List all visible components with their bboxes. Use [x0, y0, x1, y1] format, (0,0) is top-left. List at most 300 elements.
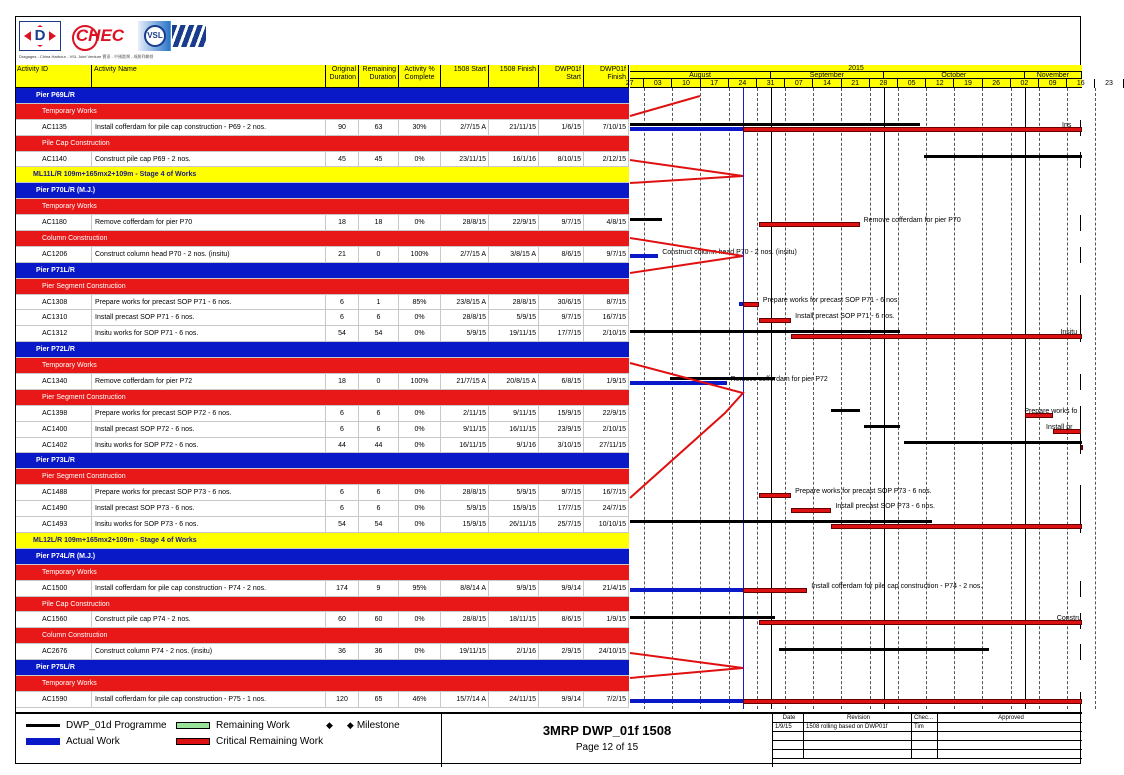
cell-od: 44 [326, 438, 359, 453]
cell-name: Construct pile cap P69 - 2 nos. [92, 152, 326, 167]
cell-rd: 6 [359, 485, 399, 500]
cell-s1508: 15/7/14 A [441, 692, 489, 707]
wbs-band-red[interactable] [16, 104, 629, 120]
timeline-header [625, 65, 1113, 88]
timeline-day: 24 [729, 79, 757, 88]
cell-id: AC1490 [16, 501, 92, 516]
cell-rd: 63 [359, 120, 399, 135]
table-row[interactable] [16, 422, 629, 438]
wbs-label: ML11L/R 109m+165mx2+109m - Stage 4 of Works [33, 171, 197, 179]
cell-rd: 6 [359, 310, 399, 325]
cell-f1508: 28/8/15 [489, 295, 539, 310]
milestone-icon: ◆ [326, 720, 333, 730]
cell-fdwp: 2/10/15 [584, 422, 629, 437]
cell-s1508: 2/7/15 A [441, 247, 489, 262]
cell-od: 18 [326, 215, 359, 230]
cell-id: AC2676 [16, 644, 92, 659]
wbs-band-red[interactable] [16, 136, 629, 152]
dependency-line [630, 238, 743, 273]
cell-fdwp: 27/11/15 [584, 438, 629, 453]
cell-sdwp: 9/9/14 [539, 692, 584, 707]
cell-id: AC1500 [16, 581, 92, 596]
cell-rd: 18 [359, 215, 399, 230]
timeline-day: 23 [1095, 79, 1123, 88]
cell-name: Install precast SOP P72 - 6 nos. [92, 422, 326, 437]
legend-actual: Actual Work [26, 736, 120, 747]
cell-name: Remove cofferdam for pier P72 [92, 374, 326, 389]
logo-area [16, 17, 216, 65]
dependency-line [630, 96, 743, 183]
activity-table [16, 88, 629, 708]
timeline-day: 28 [870, 79, 898, 88]
cell-sdwp: 23/9/15 [539, 422, 584, 437]
cell-name: Construct column P74 - 2 nos. (insitu) [92, 644, 326, 659]
cell-f1508: 24/11/15 [489, 692, 539, 707]
cell-rd: 1 [359, 295, 399, 310]
wbs-label: Column Construction [42, 235, 108, 243]
cell-f1508: 3/8/15 A [489, 247, 539, 262]
cell-f1508: 5/9/15 [489, 485, 539, 500]
cell-pc: 0% [399, 422, 441, 437]
cell-fdwp: 16/7/15 [584, 485, 629, 500]
dependency-links [630, 88, 1082, 709]
cell-id: AC1312 [16, 326, 92, 341]
cell-name: Prepare works for precast SOP P72 - 6 nos. [92, 406, 326, 421]
cell-fdwp: 1/9/15 [584, 374, 629, 389]
cell-pc: 46% [399, 692, 441, 707]
wbs-band-blue[interactable] [16, 660, 629, 676]
col-1508-start[interactable]: 1508 Start [441, 65, 489, 87]
table-row[interactable] [16, 692, 629, 708]
cell-pc: 100% [399, 374, 441, 389]
cell-id: AC1493 [16, 517, 92, 532]
timeline-day: 12 [926, 79, 954, 88]
bar-label: Ins [1062, 121, 1072, 129]
cell-od: 6 [326, 310, 359, 325]
cell-rd: 0 [359, 247, 399, 262]
bar-label: Prepare works fo [1024, 408, 1078, 415]
cell-f1508: 9/9/15 [489, 581, 539, 596]
table-row[interactable] [16, 517, 629, 533]
vsl-logo: VSL [138, 21, 210, 51]
cell-s1508: 19/11/15 [441, 644, 489, 659]
table-row[interactable] [16, 152, 629, 168]
wbs-band-blue[interactable] [16, 453, 629, 469]
wbs-band-blue[interactable] [16, 183, 629, 199]
timeline-year: 2015 [630, 65, 1082, 72]
cell-f1508: 16/1/16 [489, 152, 539, 167]
cell-id: AC1308 [16, 295, 92, 310]
table-row[interactable] [16, 406, 629, 422]
cell-f1508: 16/11/15 [489, 422, 539, 437]
table-row[interactable] [16, 326, 629, 342]
cell-pc: 30% [399, 120, 441, 135]
timeline-month: October [884, 72, 1025, 79]
cell-s1508: 2/11/15 [441, 406, 489, 421]
cell-rd: 54 [359, 326, 399, 341]
timeline-day: 19 [954, 79, 982, 88]
cell-fdwp: 1/9/15 [584, 612, 629, 627]
cell-pc: 85% [399, 295, 441, 310]
cell-f1508: 19/11/15 [489, 326, 539, 341]
timeline-day: 09 [1039, 79, 1067, 88]
cell-fdwp: 24/10/15 [584, 644, 629, 659]
page-number: Page 12 of 15 [575, 742, 639, 753]
title-block [441, 714, 773, 767]
cell-sdwp: 3/10/15 [539, 438, 584, 453]
grid-line [1095, 88, 1096, 709]
table-row[interactable] [16, 215, 629, 231]
wbs-band-red[interactable] [16, 199, 629, 215]
timeline-day: 16 [1067, 79, 1095, 88]
cell-s1508: 5/9/15 [441, 501, 489, 516]
cell-fdwp: 2/12/15 [584, 152, 629, 167]
cell-f1508: 26/11/15 [489, 517, 539, 532]
gantt-chart [630, 88, 1082, 709]
cell-od: 6 [326, 422, 359, 437]
cell-od: 6 [326, 295, 359, 310]
cell-sdwp: 8/10/15 [539, 152, 584, 167]
col-percent-complete[interactable]: Activity % Complete [399, 65, 441, 87]
cell-rd: 54 [359, 517, 399, 532]
cell-name: Prepare works for precast SOP P71 - 6 nos. [92, 295, 326, 310]
wbs-label: Temporary Works [42, 568, 97, 576]
wbs-band-red[interactable] [16, 469, 629, 485]
timeline-day: 02 [1011, 79, 1039, 88]
cell-fdwp: 9/7/15 [584, 247, 629, 262]
bar-label: Constru [1056, 614, 1082, 622]
table-row[interactable] [16, 247, 629, 263]
wbs-label: Temporary Works [42, 203, 97, 211]
bar-label: Construct column head P70 - 2 nos. (insitu) [662, 249, 797, 256]
cell-name: Insitu works for SOP P72 - 6 nos. [92, 438, 326, 453]
cell-od: 60 [326, 612, 359, 627]
cell-fdwp: 24/7/15 [584, 501, 629, 516]
cell-od: 6 [326, 485, 359, 500]
timeline-day: 27 [616, 79, 644, 88]
cell-pc: 0% [399, 501, 441, 516]
table-row[interactable] [16, 644, 629, 660]
col-1508-finish[interactable]: 1508 Finish [489, 65, 539, 87]
timeline-day: 31 [757, 79, 785, 88]
cell-rd: 9 [359, 581, 399, 596]
cell-rd: 65 [359, 692, 399, 707]
wbs-label: Pier P71L/R [36, 266, 75, 274]
legend-remaining: Remaining Work [176, 720, 290, 731]
cell-name: Install cofferdam for pile cap construction - P69 - 2 nos. [92, 120, 326, 135]
bar-label: Remove cofferdam for pier P72 [730, 376, 828, 384]
dependency-line [630, 653, 743, 678]
cell-s1508: 8/8/14 A [441, 581, 489, 596]
cell-f1508: 5/9/15 [489, 310, 539, 325]
cell-id: AC1206 [16, 247, 92, 262]
bar-label: Install cofferdam for pile cap construction - P74 - 2 nos. [811, 582, 983, 590]
revision-table [773, 714, 1082, 767]
cell-id: AC1310 [16, 310, 92, 325]
wbs-label: Temporary Works [42, 679, 97, 687]
wbs-band-blue[interactable] [16, 342, 629, 358]
cell-od: 45 [326, 152, 359, 167]
cell-od: 90 [326, 120, 359, 135]
col-dwp01f-start[interactable]: DWP01f Start [539, 65, 584, 87]
chec-logo: CHEC [70, 21, 130, 51]
table-row[interactable] [16, 438, 629, 454]
cell-pc: 95% [399, 581, 441, 596]
cell-s1508: 16/11/15 [441, 438, 489, 453]
cell-rd: 44 [359, 438, 399, 453]
dependency-line [630, 363, 743, 498]
cell-od: 18 [326, 374, 359, 389]
cell-id: AC1400 [16, 422, 92, 437]
cell-name: Remove cofferdam for pier P70 [92, 215, 326, 230]
cell-pc: 0% [399, 215, 441, 230]
wbs-band-red[interactable] [16, 676, 629, 692]
cell-pc: 100% [399, 247, 441, 262]
cell-sdwp: 8/6/15 [539, 612, 584, 627]
cell-name: Install cofferdam for pile cap construction - P75 - 1 nos. [92, 692, 326, 707]
dragages-logo: D [19, 21, 61, 51]
cell-pc: 0% [399, 406, 441, 421]
cell-fdwp: 16/7/15 [584, 310, 629, 325]
timeline-day: 10 [672, 79, 700, 88]
table-row[interactable] [16, 374, 629, 390]
timeline-day: 03 [644, 79, 672, 88]
actual-swatch [26, 738, 60, 745]
table-row[interactable] [16, 295, 629, 311]
cell-sdwp: 15/9/15 [539, 406, 584, 421]
cell-od: 174 [326, 581, 359, 596]
cell-sdwp: 9/7/15 [539, 485, 584, 500]
bar-label: Remove cofferdam for pier P70 [863, 217, 961, 225]
wbs-band-red[interactable] [16, 279, 629, 295]
timeline-month: September [771, 72, 884, 79]
cell-s1508: 28/8/15 [441, 310, 489, 325]
cell-pc: 0% [399, 326, 441, 341]
wbs-label: Pier Segment Construction [42, 473, 126, 481]
cell-name: Insitu works for SOP P71 - 6 nos. [92, 326, 326, 341]
cell-s1508: 15/9/15 [441, 517, 489, 532]
cell-pc: 0% [399, 310, 441, 325]
cell-pc: 0% [399, 485, 441, 500]
table-row[interactable] [16, 581, 629, 597]
legend-milestone: ◆ ◆ Milestone [326, 720, 400, 731]
cell-sdwp: 1/6/15 [539, 120, 584, 135]
wbs-label: ML12L/R 109m+165mx2+109m - Stage 4 of Works [33, 536, 197, 544]
cell-id: AC1560 [16, 612, 92, 627]
cell-name: Construct pile cap P74 - 2 nos. [92, 612, 326, 627]
wbs-band-blue[interactable] [16, 263, 629, 279]
cell-s1508: 21/7/15 A [441, 374, 489, 389]
wbs-label: Pier P69L/R [36, 92, 75, 99]
wbs-label: Temporary Works [42, 362, 97, 370]
cell-fdwp: 7/2/15 [584, 692, 629, 707]
cell-sdwp: 25/7/15 [539, 517, 584, 532]
cell-name: Prepare works for precast SOP P73 - 6 nos. [92, 485, 326, 500]
cell-f1508: 18/11/15 [489, 612, 539, 627]
bar-label: Prepare works for precast SOP P73 - 6 nos. [795, 487, 932, 495]
cell-pc: 0% [399, 152, 441, 167]
wbs-band-red[interactable] [16, 358, 629, 374]
timeline-month: August [630, 72, 771, 79]
cell-sdwp: 17/7/15 [539, 501, 584, 516]
layout-title: 3MRP DWP_01f 1508 [542, 723, 672, 738]
cell-s1508: 9/11/15 [441, 422, 489, 437]
revision-row: 1/9/15 1508 rolling based on DWP01f Tim [773, 723, 1082, 732]
baseline-swatch [26, 724, 60, 727]
cell-od: 21 [326, 247, 359, 262]
cell-rd: 6 [359, 406, 399, 421]
cell-s1508: 23/8/15 A [441, 295, 489, 310]
cell-s1508: 28/8/15 [441, 485, 489, 500]
col-activity-name[interactable]: Activity Name [92, 65, 326, 87]
cell-fdwp: 4/8/15 [584, 215, 629, 230]
timeline-day: 21 [842, 79, 870, 88]
cell-rd: 36 [359, 644, 399, 659]
cell-pc: 0% [399, 438, 441, 453]
critical-swatch [176, 738, 210, 745]
wbs-label: Pile Cap Construction [42, 600, 110, 608]
wbs-band-blue[interactable] [16, 549, 629, 565]
cell-id: AC1590 [16, 692, 92, 707]
wbs-label: Pier P70L/R (M.J.) [36, 187, 96, 195]
wbs-label: Temporary Works [42, 107, 97, 115]
cell-s1508: 23/11/15 [441, 152, 489, 167]
cell-sdwp: 17/7/15 [539, 326, 584, 341]
cell-rd: 6 [359, 422, 399, 437]
cell-sdwp: 9/7/15 [539, 310, 584, 325]
cell-id: AC1340 [16, 374, 92, 389]
milestone-icon: ◆ [346, 720, 354, 730]
bar-label: Insitu [1060, 328, 1078, 336]
cell-f1508: 21/11/15 [489, 120, 539, 135]
footer [16, 712, 1082, 765]
cell-f1508: 15/9/15 [489, 501, 539, 516]
bar-label: Prepare works for precast SOP P71 - 6 nos. [762, 296, 900, 304]
wbs-label: Column Construction [42, 632, 108, 640]
cell-od: 54 [326, 326, 359, 341]
table-row[interactable] [16, 612, 629, 628]
cell-fdwp: 7/10/15 [584, 120, 629, 135]
wbs-band-red[interactable] [16, 565, 629, 581]
column-header [16, 65, 629, 88]
cell-sdwp: 6/8/15 [539, 374, 584, 389]
cell-sdwp: 30/6/15 [539, 295, 584, 310]
cell-pc: 0% [399, 517, 441, 532]
joint-venture-caption: Dragages - China Harbour - VSL Joint Venture 寶嘉 - 中國港灣 - 威勝利聯營 [19, 54, 154, 59]
timeline-day: 05 [898, 79, 926, 88]
bar-label: Install precast SOP P71 - 6 nos. [795, 312, 895, 320]
schedule-sheet [15, 16, 1113, 764]
cell-f1508: 9/1/16 [489, 438, 539, 453]
cell-fdwp: 8/7/15 [584, 295, 629, 310]
wbs-band-red[interactable] [16, 390, 629, 406]
col-remaining-duration[interactable]: Remaining Duration [359, 65, 399, 87]
wbs-band-yellow[interactable] [16, 167, 629, 183]
cell-rd: 0 [359, 374, 399, 389]
cell-od: 36 [326, 644, 359, 659]
cell-fdwp: 21/4/15 [584, 581, 629, 596]
cell-s1508: 28/8/15 [441, 612, 489, 627]
wbs-band-red[interactable] [16, 231, 629, 247]
revision-header-row: Date Revision Chec... Approved [773, 714, 1082, 723]
wbs-label: Pier Segment Construction [42, 282, 126, 290]
timeline-day: 07 [785, 79, 813, 88]
legend-baseline: DWP_01d Programme [26, 720, 167, 731]
remaining-swatch [176, 722, 210, 729]
cell-id: AC1402 [16, 438, 92, 453]
cell-id: AC1180 [16, 215, 92, 230]
cell-fdwp: 22/9/15 [584, 406, 629, 421]
cell-rd: 60 [359, 612, 399, 627]
cell-od: 6 [326, 501, 359, 516]
cell-od: 54 [326, 517, 359, 532]
table-row[interactable] [16, 501, 629, 517]
table-row[interactable] [16, 310, 629, 326]
cell-id: AC1140 [16, 152, 92, 167]
timeline-day: 26 [983, 79, 1011, 88]
cell-s1508: 5/9/15 [441, 326, 489, 341]
wbs-band-red[interactable] [16, 597, 629, 613]
cell-name: Construct column head P70 - 2 nos. (insitu) [92, 247, 326, 262]
table-row[interactable] [16, 485, 629, 501]
cell-s1508: 2/7/15 A [441, 120, 489, 135]
timeline-month: November [1025, 72, 1082, 79]
wbs-label: Pier P74L/R (M.J.) [36, 552, 96, 560]
cell-f1508: 9/11/15 [489, 406, 539, 421]
cell-fdwp: 2/10/15 [584, 326, 629, 341]
wbs-label: Pier P73L/R [36, 457, 75, 465]
cell-sdwp: 2/9/15 [539, 644, 584, 659]
cell-f1508: 20/8/15 A [489, 374, 539, 389]
cell-rd: 6 [359, 501, 399, 516]
cell-sdwp: 9/7/15 [539, 215, 584, 230]
col-dwp01f-finish[interactable]: DWP01f Finish [584, 65, 629, 87]
bar-label: Install precast SOP P73 - 6 nos. [835, 503, 935, 511]
wbs-label: Pile Cap Construction [42, 139, 110, 147]
cell-sdwp: 8/6/15 [539, 247, 584, 262]
cell-f1508: 2/1/16 [489, 644, 539, 659]
col-activity-id[interactable]: Activity ID [16, 65, 92, 87]
col-original-duration[interactable]: Original Duration [326, 65, 359, 87]
wbs-label: Pier P72L/R [36, 346, 75, 354]
cell-id: AC1398 [16, 406, 92, 421]
cell-f1508: 22/9/15 [489, 215, 539, 230]
cell-sdwp: 9/9/14 [539, 581, 584, 596]
wbs-label: Pier P75L/R [36, 664, 75, 672]
cell-pc: 0% [399, 644, 441, 659]
wbs-band-red[interactable] [16, 628, 629, 644]
cell-fdwp: 10/10/15 [584, 517, 629, 532]
cell-rd: 45 [359, 152, 399, 167]
cell-od: 6 [326, 406, 359, 421]
cell-od: 120 [326, 692, 359, 707]
wbs-band-yellow[interactable] [16, 533, 629, 549]
table-row[interactable] [16, 120, 629, 136]
cell-name: Install precast SOP P73 - 6 nos. [92, 501, 326, 516]
cell-pc: 0% [399, 612, 441, 627]
legend-critical: Critical Remaining Work [176, 736, 323, 747]
bar-label: Install pr [1046, 423, 1073, 431]
wbs-band-blue[interactable] [16, 88, 629, 104]
cell-name: Install cofferdam for pile cap construction - P74 - 2 nos. [92, 581, 326, 596]
cell-id: AC1135 [16, 120, 92, 135]
timeline-day: 14 [813, 79, 841, 88]
cell-id: AC1488 [16, 485, 92, 500]
timeline-day: 17 [701, 79, 729, 88]
cell-name: Install precast SOP P71 - 6 nos. [92, 310, 326, 325]
cell-name: Insitu works for SOP P73 - 6 nos. [92, 517, 326, 532]
cell-s1508: 28/8/15 [441, 215, 489, 230]
